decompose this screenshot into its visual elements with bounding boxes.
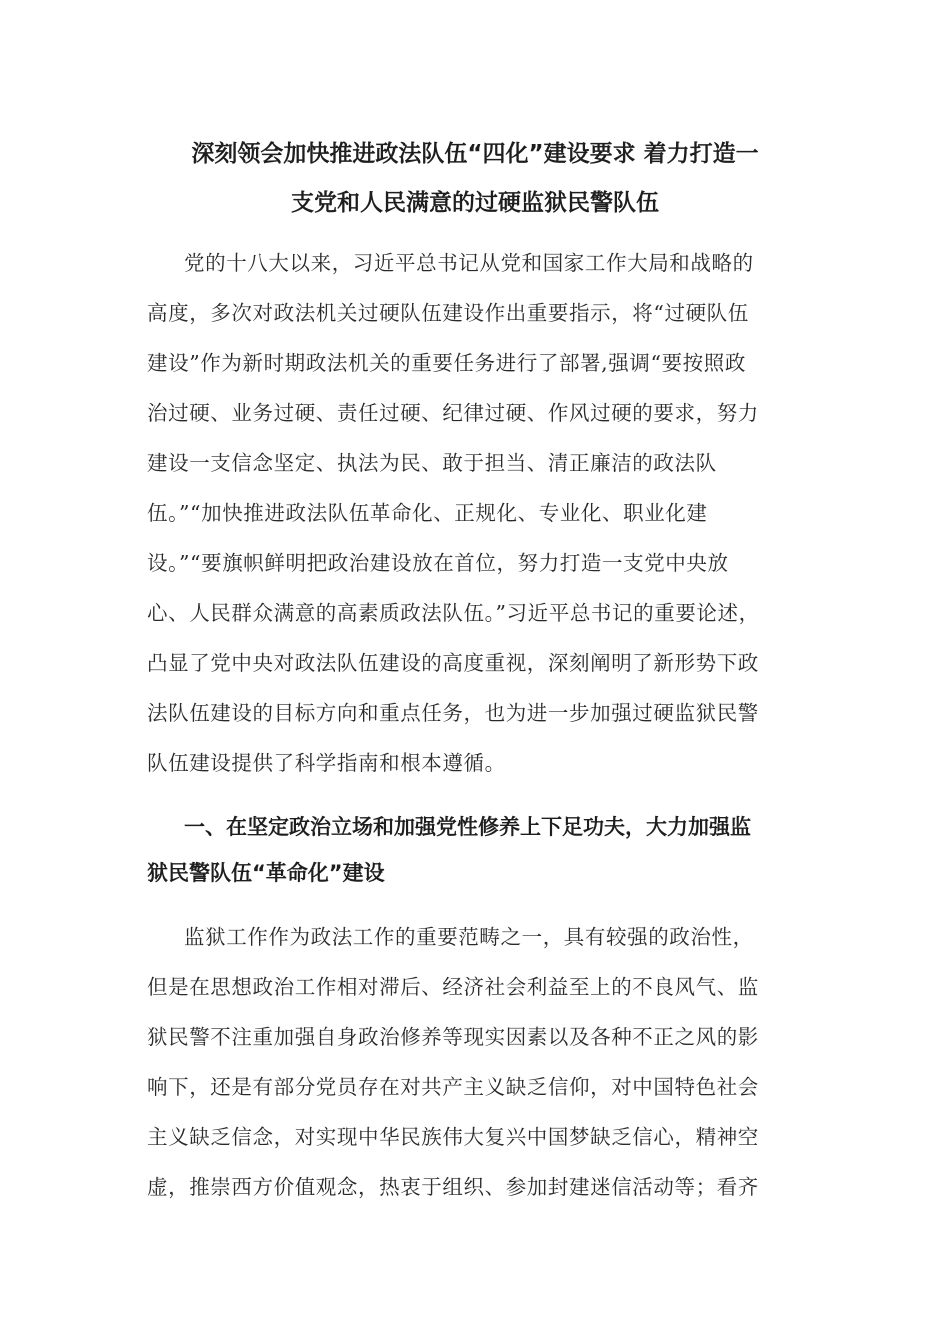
text-line: 建设一支信念坚定、执法为民、敢于担当、清正廉洁的政法队 bbox=[147, 451, 717, 475]
text-line: 建设”作为新时期政法机关的重要任务进行了部署,强调“要按照政 bbox=[147, 351, 746, 375]
section-1-paragraph bbox=[147, 912, 807, 1212]
document-title-line-2: 支党和人民满意的过硬监狱民警队伍 bbox=[291, 190, 659, 216]
text-line: 虚，推崇西方价值观念，热衷于组织、参加封建迷信活动等；看齐 bbox=[147, 1175, 759, 1199]
text-line: 响下，还是有部分党员存在对共产主义缺乏信仰，对中国特色社会 bbox=[147, 1075, 759, 1099]
text-line: 设。”“要旗帜鲜明把政治建设放在首位，努力打造一支党中央放 bbox=[147, 551, 729, 575]
text-line: 狱民警不注重加强自身政治修养等现实因素以及各种不正之风的影 bbox=[147, 1025, 759, 1049]
text-line: 伍。”“加快推进政法队伍革命化、正规化、专业化、职业化建 bbox=[147, 501, 708, 525]
text-line: 队伍建设提供了科学指南和根本遵循。 bbox=[147, 751, 506, 775]
text-line: 但是在思想政治工作相对滞后、经济社会利益至上的不良风气、监 bbox=[147, 975, 759, 999]
text-line: 党的十八大以来，习近平总书记从党和国家工作大局和战略的 bbox=[184, 251, 754, 275]
text-line: 监狱工作作为政法工作的重要范畴之一，具有较强的政治性， bbox=[184, 925, 754, 949]
text-line: 法队伍建设的目标方向和重点任务，也为进一步加强过硬监狱民警 bbox=[147, 701, 759, 725]
text-line: 主义缺乏信念，对实现中华民族伟大复兴中国梦缺乏信心，精神空 bbox=[147, 1125, 759, 1149]
section-heading-line: 狱民警队伍“革命化”建设 bbox=[147, 861, 385, 885]
section-1-heading bbox=[147, 804, 807, 896]
text-line: 凸显了党中央对政法队伍建设的高度重视，深刻阐明了新形势下政 bbox=[147, 651, 759, 675]
intro-paragraph bbox=[147, 238, 807, 788]
section-heading-line: 一、在坚定政治立场和加强党性修养上下足功夫，大力加强监 bbox=[184, 815, 751, 839]
document-title-line-1: 深刻领会加快推进政法队伍“四化”建设要求 着力打造一 bbox=[191, 141, 759, 167]
text-line: 治过硬、业务过硬、责任过硬、纪律过硬、作风过硬的要求，努力 bbox=[147, 401, 759, 425]
text-line: 高度，多次对政法机关过硬队伍建设作出重要指示，将“过硬队伍 bbox=[147, 301, 749, 325]
text-line: 心、人民群众满意的高素质政法队伍。”习近平总书记的重要论述， bbox=[147, 601, 760, 625]
